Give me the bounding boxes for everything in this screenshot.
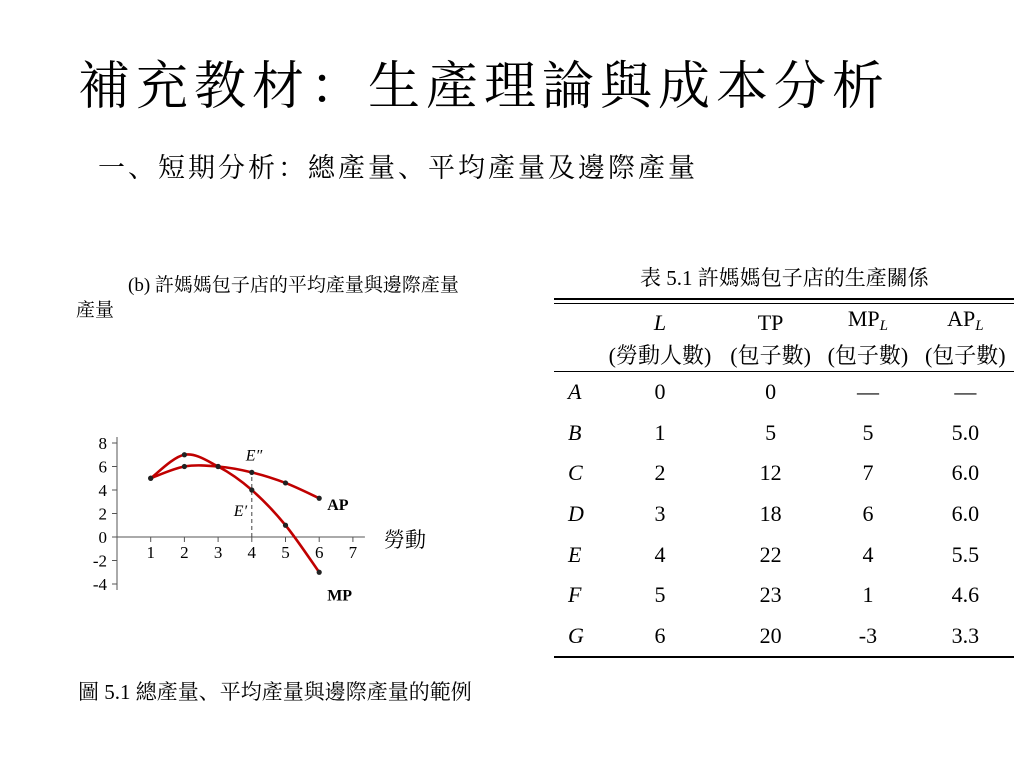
x-tick-label: 4: [247, 543, 257, 562]
table-cell: 4: [862, 541, 874, 567]
table-cell: 5: [862, 419, 874, 445]
table-cell: 2: [654, 460, 666, 486]
chart-title: (b) 許媽媽包子店的平均產量與邊際產量: [128, 275, 459, 296]
x-tick-label: 6: [314, 543, 324, 562]
ap-point: [283, 480, 288, 485]
table-cell: 4: [654, 541, 666, 567]
table-cell: E: [568, 541, 582, 567]
table-row: [554, 372, 1014, 413]
table-cell: D: [568, 501, 584, 527]
table-cell: —: [856, 379, 879, 405]
table-cell: 5: [765, 419, 777, 445]
table-unit-mpl: (包子數): [827, 343, 909, 368]
table-cell: 18: [759, 501, 782, 527]
table-unit-tp: (包子數): [730, 343, 811, 368]
x-tick-label: 3: [213, 543, 223, 562]
table-row: [554, 413, 1014, 454]
production-table-grid: [554, 304, 1014, 656]
table-cell: 7: [862, 460, 874, 486]
point-annotation: E′: [233, 503, 248, 520]
x-axis-label: 勞動: [384, 528, 426, 552]
mp-point: [317, 570, 322, 575]
point-annotation: E″: [245, 447, 263, 465]
ap-mp-chart: [70, 260, 540, 660]
y-tick-label: -4: [92, 575, 107, 594]
y-tick-label: 8: [98, 434, 107, 453]
table-header-l: L: [653, 309, 667, 335]
y-tick-label: 4: [98, 481, 107, 500]
table-header-blank: [554, 304, 598, 341]
x-tick-label: 1: [146, 543, 155, 562]
table-cell: G: [568, 622, 584, 648]
mp-point: [283, 523, 288, 528]
table-cell: C: [568, 460, 583, 486]
table-header-mpl: $MP_L$: [847, 306, 889, 334]
y-tick-label: -2: [92, 551, 107, 571]
figure-caption: 圖 5.1 總產量、平均產量與邊際產量的範例: [78, 680, 472, 704]
table-caption: 表 5.1 許媽媽包子店的生產關係: [640, 266, 929, 290]
y-tick-label: 0: [98, 528, 107, 547]
ap-point: [182, 464, 187, 469]
table-cell: 5.5: [951, 541, 980, 567]
table-header-blank: [554, 341, 598, 372]
table-row: [554, 453, 1014, 494]
chart-series: [148, 452, 352, 604]
table-cell: 5: [654, 582, 666, 608]
ap-point: [249, 470, 254, 475]
table-cell: 6: [862, 501, 874, 527]
table-cell: 1: [654, 419, 666, 445]
ap-label: AP: [327, 497, 349, 515]
table-unit-apl: (包子數): [924, 343, 1006, 368]
x-tick-label: 2: [180, 543, 189, 562]
mp-point: [216, 464, 221, 469]
mp-point: [182, 452, 187, 457]
table-cell: 5.0: [951, 419, 980, 445]
chart-annotations: [233, 447, 263, 520]
table-cell: B: [568, 419, 582, 445]
x-tick-label: 5: [281, 543, 290, 562]
x-tick-label: 7: [348, 543, 358, 562]
table-header-tp: TP: [757, 309, 784, 335]
table-header-row-main: [554, 304, 1014, 341]
table-unit-l: (勞動人數): [608, 343, 712, 368]
table-row: [554, 616, 1014, 657]
table-cell: —: [954, 379, 977, 405]
table-cell: 0: [765, 379, 777, 405]
table-cell: 3.3: [951, 622, 980, 648]
chart-axes: [93, 434, 365, 594]
table-bottom-rule: [554, 656, 1014, 658]
slide-title: 補充教材：生產理論與成本分析: [78, 57, 891, 117]
table-cell: 6.0: [951, 501, 980, 527]
table-cell: 6: [654, 622, 666, 648]
mp-point: [249, 487, 254, 492]
production-table: [554, 298, 1014, 658]
table-cell: F: [568, 582, 582, 608]
y-axis-label: 產量: [76, 300, 115, 321]
y-tick-label: 2: [98, 504, 107, 524]
table-cell: 20: [759, 622, 782, 648]
table-row: [554, 575, 1014, 616]
ap-curve: [151, 465, 320, 498]
table-top-rule: [554, 298, 1014, 300]
mp-label: MP: [327, 587, 353, 605]
table-row: [554, 494, 1014, 535]
table-header-apl: $AP_L$: [947, 306, 984, 334]
table-cell: 3: [654, 501, 666, 527]
slide-subtitle: 一、短期分析：總產量、平均產量及邊際產量: [98, 153, 698, 184]
table-cell: 1: [862, 582, 874, 608]
table-cell: 6.0: [951, 460, 980, 486]
table-header-row-unit: [554, 341, 1014, 372]
mp-point: [148, 476, 153, 481]
table-cell: -3: [858, 622, 878, 648]
table-cell: 4.6: [951, 582, 980, 608]
table-cell: A: [568, 379, 582, 405]
table-cell: 23: [759, 582, 782, 608]
table-row: [554, 534, 1014, 575]
table-cell: 22: [759, 541, 782, 567]
ap-point: [317, 496, 322, 501]
table-cell: 0: [654, 379, 666, 405]
table-cell: 12: [759, 460, 782, 486]
y-tick-label: 6: [98, 457, 107, 477]
